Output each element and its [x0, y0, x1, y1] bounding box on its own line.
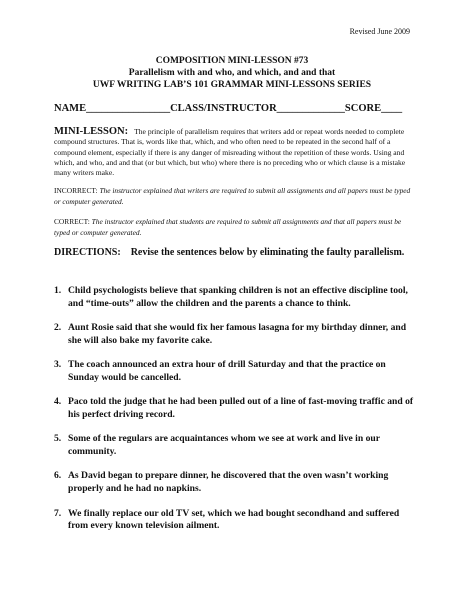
- exercise-item: [54, 433, 414, 459]
- revision-date: Revised June 2009: [349, 27, 410, 36]
- exercise-item: [54, 322, 414, 348]
- lesson-title: COMPOSITION MINI-LESSON #73: [155, 56, 309, 66]
- item-number: 3.: [54, 359, 62, 371]
- item-text: We finally replace our old TV set, which we had bought secondhand and suffered from every known television ailment.: [68, 507, 400, 532]
- mini-lesson-paragraph: [54, 127, 414, 178]
- item-number: 6.: [54, 470, 62, 482]
- directions-text: Revise the sentences below by eliminating the faulty parallelism.: [130, 247, 405, 258]
- incorrect-text: The instructor explained that writers are required to submit all assignments and all papers must be typed or computer generated.: [54, 186, 411, 206]
- incorrect-label: INCORRECT:: [54, 186, 98, 195]
- mini-lesson-text: The principle of parallelism requires that writers add or repeat words needed to complete compound structures. That is, words like that, which, and who often need to be repeated in the second half of a compound element, especially if there is any danger of misreading without the repetition of these words. Using and which, and who, and and that (or but which, but who) where there is no preceding who or which clause is a mistake many writers make.: [54, 127, 406, 178]
- item-text: As David began to prepare dinner, he discovered that the oven wasn’t working properly and he had no napkins.: [68, 470, 389, 495]
- name-class-score-line: NAME________________CLASS/INSTRUCTOR_____________SCORE____: [54, 103, 403, 114]
- exercise-item: [54, 396, 414, 422]
- item-number: 1.: [54, 285, 62, 296]
- lesson-subtitle: Parallelism with and who, and which, and and that: [128, 68, 336, 78]
- item-text: Aunt Rosie said that she would fix her famous lasagna for my birthday dinner, and she will also bake my favorite cake.: [68, 322, 407, 346]
- directions-label: DIRECTIONS:: [54, 247, 121, 258]
- mini-lesson-label: MINI-LESSON:: [54, 126, 129, 137]
- item-number: 2.: [54, 322, 62, 334]
- item-text: Paco told the judge that he had been pulled out of a line of fast-moving traffic and of his perfect driving record.: [68, 396, 414, 421]
- item-number: 5.: [54, 433, 62, 445]
- correct-label: CORRECT:: [54, 217, 90, 226]
- lesson-heading: [0, 55, 464, 91]
- exercise-item: [54, 359, 414, 385]
- exercise-list: [54, 285, 414, 545]
- directions: [54, 247, 414, 260]
- correct-example: [54, 217, 414, 238]
- item-number: 4.: [54, 396, 62, 408]
- item-text: Some of the regulars are acquaintances whom we see at work and live in our community.: [68, 433, 380, 458]
- item-text: Child psychologists believe that spanking children is not an effective discipline tool, and “time-outs” allow the children and the parents a chance to think.: [68, 285, 408, 309]
- correct-text: The instructor explained that students are required to submit all assignments and that all papers must be typed or computer generated.: [54, 217, 402, 237]
- item-text: The coach announced an extra hour of drill Saturday and that the practice on Sunday would be cancelled.: [68, 359, 386, 383]
- exercise-item: [54, 508, 414, 534]
- exercise-item: [54, 285, 414, 311]
- item-number: 7.: [54, 507, 62, 519]
- exercise-item: [54, 470, 414, 496]
- incorrect-example: [54, 186, 414, 207]
- series-title: UWF WRITING LAB’S 101 GRAMMAR MINI-LESSONS SERIES: [92, 80, 372, 90]
